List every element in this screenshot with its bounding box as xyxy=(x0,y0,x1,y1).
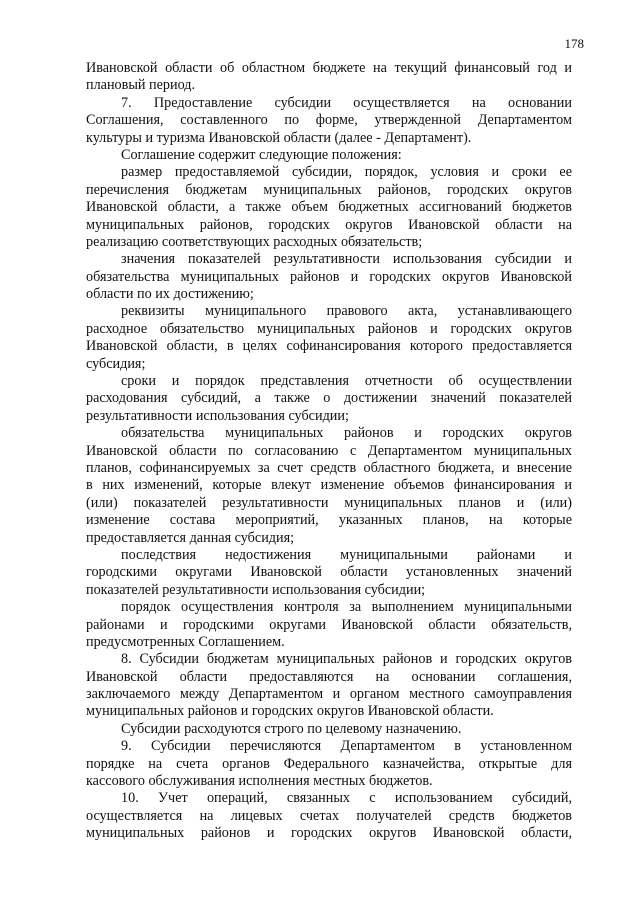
text-line: заключаемого между Департаментом и органом местного самоуправления xyxy=(86,686,572,703)
text-line: Ивановской области, а также объем бюджетных ассигнований бюджетов xyxy=(86,199,572,216)
text-line: 10. Учет операций, связанных с использованием субсидий, xyxy=(121,790,572,807)
text-line: Соглашение содержит следующие положения: xyxy=(121,146,402,163)
text-line: предусмотренных Соглашением. xyxy=(86,633,285,650)
text-line: муниципальных районов, городских округов Ивановской области на xyxy=(86,216,572,233)
text-line: порядке на счета органов Федерального казначейства, открытые для xyxy=(86,755,572,772)
text-line: порядок осуществления контроля за выполнением муниципальными xyxy=(121,599,572,616)
text-line: (или) показателей результативности муниципальных планов и (или) xyxy=(86,494,572,511)
text-line: сроки и порядок представления отчетности об осуществлении xyxy=(121,373,572,390)
text-line: показателей результативности использования субсидии; xyxy=(86,581,426,598)
text-line: размер предоставляемой субсидии, порядок, условия и сроки ее xyxy=(121,164,572,181)
page-number: 178 xyxy=(564,36,584,51)
text-line: Субсидии расходуются строго по целевому назначению. xyxy=(121,720,462,737)
text-line: обязательства муниципальных районов и городских округов Ивановской xyxy=(86,268,572,285)
text-line: кассового обслуживания исполнения местных бюджетов. xyxy=(86,773,433,790)
text-line: 7. Предоставление субсидии осуществляется на основании xyxy=(121,94,572,111)
text-line: 8. Субсидии бюджетам муниципальных районов и городских округов xyxy=(121,651,572,668)
text-line: городскими округами Ивановской области установленных значений xyxy=(86,564,572,581)
text-line: Ивановской области об областном бюджете на текущий финансовый год и xyxy=(86,60,572,76)
text-line: Соглашения, составленного по форме, утвержденной Департаментом xyxy=(86,112,572,129)
text-line: значения показателей результативности использования субсидии и xyxy=(121,251,572,268)
text-line: муниципальных районов и городских округов Ивановской области, xyxy=(86,825,572,842)
text-line: осуществляется на лицевых счетах получателей средств бюджетов xyxy=(86,807,572,824)
text-line: обязательства муниципальных районов и городских округов xyxy=(121,425,572,442)
text-line: плановый период. xyxy=(86,77,196,94)
text-line: планов, софинансируемых за счет средств областного бюджета, и внесение xyxy=(86,459,572,476)
text-line: Ивановской области по согласованию с Департаментом муниципальных xyxy=(86,442,572,459)
text-line: Ивановской области предоставляются на основании соглашения, xyxy=(86,668,572,685)
text-line: области по их достижению; xyxy=(86,286,254,303)
text-line: Ивановской области, в целях софинансирования которого предоставляется xyxy=(86,338,572,355)
text-line: реализацию соответствующих расходных обязательств; xyxy=(86,233,423,250)
text-line: перечисления бюджетам муниципальных районов, городских округов xyxy=(86,181,572,198)
text-line: субсидия; xyxy=(86,355,146,372)
text-line: муниципальных районов и городских округов Ивановской области. xyxy=(86,703,494,720)
text-line: изменение состава мероприятий, указанных планов, на которые xyxy=(86,512,572,529)
text-line: последствия недостижения муниципальными районами и xyxy=(121,546,572,563)
text-line: районами и городскими округами Ивановской области обязательств, xyxy=(86,616,572,633)
text-line: расходования субсидий, а также о достижении значений показателей xyxy=(86,390,572,407)
text-line: в них изменений, которые влекут изменение объемов финансирования и xyxy=(86,477,572,494)
text-line: расходное обязательство муниципальных районов и городских округов xyxy=(86,320,572,337)
text-line: предоставляется данная субсидия; xyxy=(86,529,295,546)
body-text xyxy=(86,60,572,843)
text-line: результативности использования субсидии; xyxy=(86,407,349,424)
text-line: культуры и туризма Ивановской области (далее - Департамент). xyxy=(86,129,472,146)
text-line: реквизиты муниципального правового акта, устанавливающего xyxy=(121,303,572,320)
text-line: 9. Субсидии перечисляются Департаментом в установленном xyxy=(121,738,572,755)
